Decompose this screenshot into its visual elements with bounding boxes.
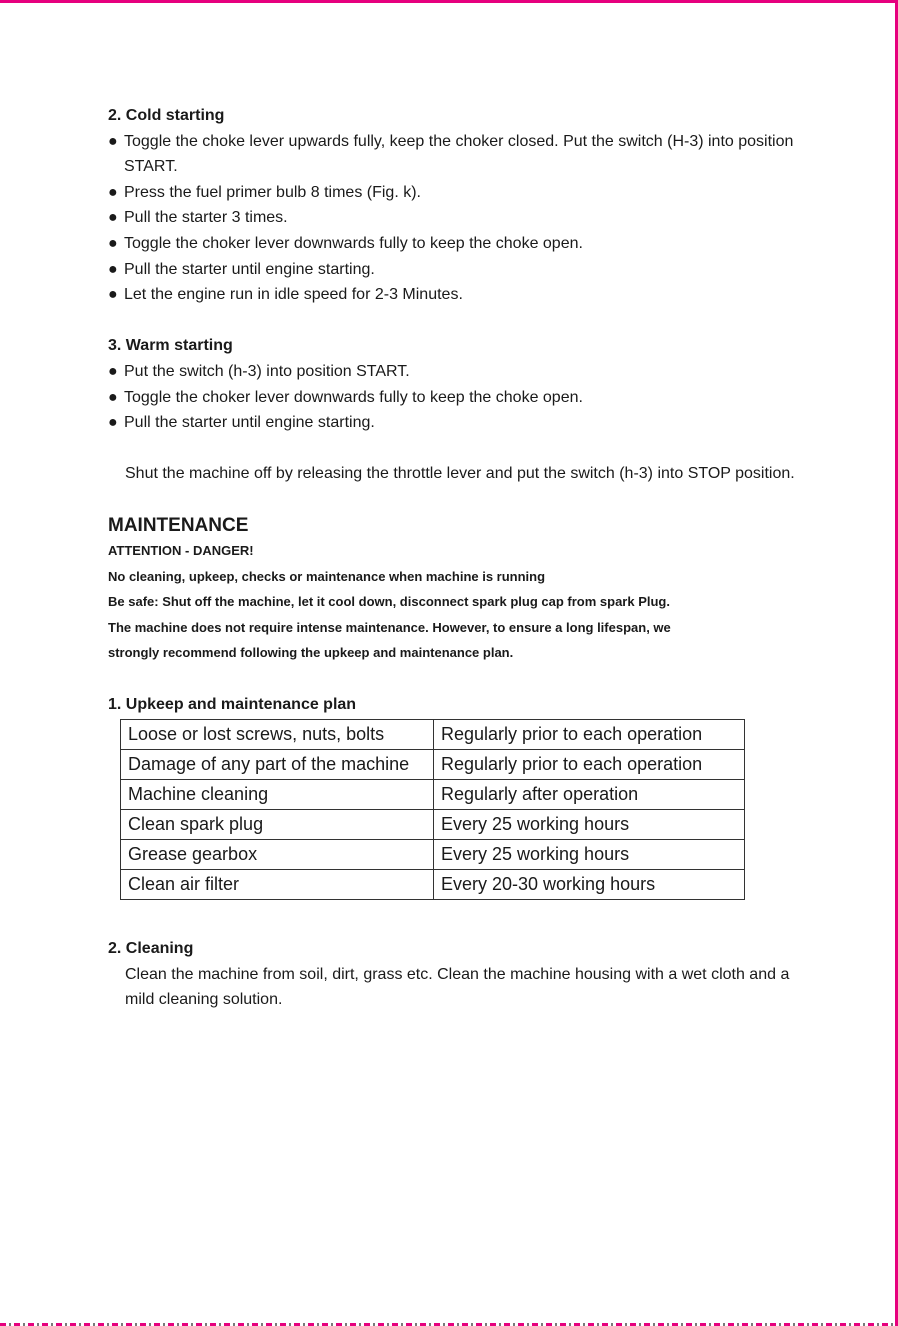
table-cell-interval: Regularly prior to each operation: [434, 750, 745, 780]
bullet-icon: ●: [108, 362, 118, 380]
cold-starting-heading: 2. Cold starting: [108, 107, 225, 124]
spacer: [108, 900, 808, 936]
bullet-icon: ●: [108, 286, 118, 304]
table-row: [121, 780, 745, 810]
table-cell-task: Clean spark plug: [121, 810, 434, 840]
running-warning: No cleaning, upkeep, checks or maintenance when machine is running: [108, 568, 546, 584]
table-cell-task: Loose or lost screws, nuts, bolts: [121, 720, 434, 750]
list-item-text: Put the switch (h-3) into position START.: [124, 362, 410, 380]
list-item: [108, 282, 808, 308]
table-cell-task: Machine cleaning: [121, 780, 434, 810]
list-item: [108, 257, 808, 283]
table-cell-interval: Every 20-30 working hours: [434, 870, 745, 900]
cleaning-text: Clean the machine from soil, dirt, grass etc. Clean the machine housing with a wet cloth and a mild cleaning solution.: [125, 965, 790, 1009]
table-cell-interval: Regularly after operation: [434, 780, 745, 810]
maintenance-plan-table: [120, 719, 745, 900]
table-cell-interval: Every 25 working hours: [434, 810, 745, 840]
warm-starting-list: [108, 359, 808, 436]
bullet-icon: ●: [108, 234, 118, 252]
bullet-icon: ●: [108, 132, 118, 150]
maintenance-intro-line-1: The machine does not require intense maintenance. However, to ensure a long lifespan, we: [108, 619, 671, 635]
page-content: [108, 103, 808, 1013]
table-cell-task: Grease gearbox: [121, 840, 434, 870]
bullet-icon: ●: [108, 414, 118, 432]
table-row: [121, 840, 745, 870]
table-cell-task: Clean air filter: [121, 870, 434, 900]
list-item-text: Let the engine run in idle speed for 2-3 Minutes.: [124, 286, 463, 304]
list-item: [108, 410, 808, 436]
list-item: [108, 231, 808, 257]
list-item-text: Pull the starter until engine starting.: [124, 414, 375, 432]
list-item: [108, 180, 808, 206]
table-row: [121, 810, 745, 840]
spacer: [108, 666, 808, 692]
list-item-text: Pull the starter until engine starting.: [124, 260, 375, 278]
bullet-icon: ●: [108, 183, 118, 201]
plan-heading: 1. Upkeep and maintenance plan: [108, 695, 357, 713]
cold-starting-list: [108, 129, 808, 308]
list-item: [108, 129, 808, 180]
maintenance-heading: MAINTENANCE: [108, 514, 249, 536]
list-item: [108, 385, 808, 411]
table-row: [121, 750, 745, 780]
list-item-text: Toggle the choke lever upwards fully, keep the choker closed. Put the switch (H-3) into position START.: [124, 132, 794, 176]
table-row: [121, 720, 745, 750]
table-row: [121, 870, 745, 900]
spacer: [108, 436, 808, 462]
list-item-text: Press the fuel primer bulb 8 times (Fig. k).: [124, 183, 421, 201]
safety-instruction: Be safe: Shut off the machine, let it cool down, disconnect spark plug cap from spark Plug.: [108, 594, 670, 610]
table-cell-interval: Regularly prior to each operation: [434, 720, 745, 750]
bullet-icon: ●: [108, 388, 118, 406]
bullet-icon: ●: [108, 209, 118, 227]
list-item: [108, 205, 808, 231]
maintenance-intro-line-2: strongly recommend following the upkeep and maintenance plan.: [108, 645, 514, 661]
table-cell-interval: Every 25 working hours: [434, 840, 745, 870]
table-cell-task: Damage of any part of the machine: [121, 750, 434, 780]
list-item-text: Toggle the choker lever downwards fully to keep the choke open.: [124, 234, 583, 252]
cleaning-heading: 2. Cleaning: [108, 940, 194, 958]
shutdown-note: Shut the machine off by releasing the throttle lever and put the switch (h-3) into STOP position.: [125, 465, 795, 483]
spacer: [108, 487, 808, 513]
list-item-text: Pull the starter 3 times.: [124, 209, 288, 227]
warm-starting-heading: 3. Warm starting: [108, 337, 233, 355]
bullet-icon: ●: [108, 260, 118, 278]
spacer: [108, 308, 808, 334]
list-item-text: Toggle the choker lever downwards fully to keep the choke open.: [124, 388, 583, 406]
list-item: [108, 359, 808, 385]
attention-label: ATTENTION - DANGER!: [108, 543, 254, 559]
